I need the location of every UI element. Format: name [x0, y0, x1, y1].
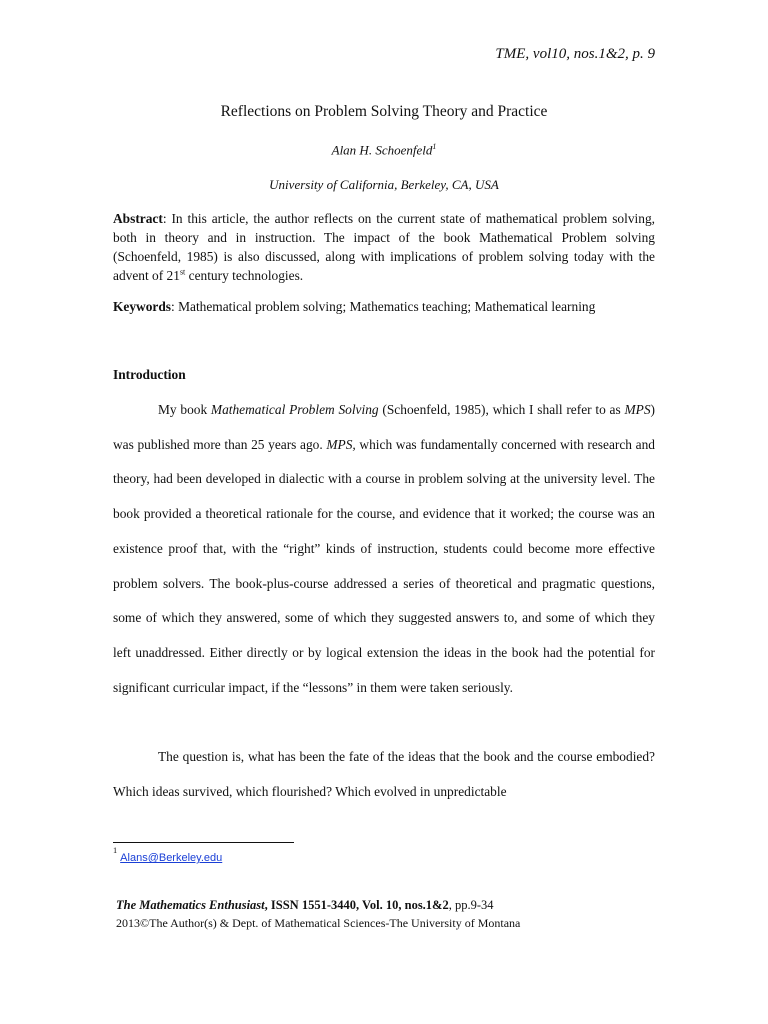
journal-pages: , pp.9-34 [448, 898, 494, 912]
footnote-divider [113, 842, 294, 843]
abstract [113, 209, 655, 285]
keywords [113, 297, 655, 316]
copyright: 2013©The Author(s) & Dept. of Mathematical Sciences-The University of Montana [116, 916, 521, 930]
keywords-text: : Mathematical problem solving; Mathematics teaching; Mathematical learning [171, 299, 596, 314]
abbreviation: MPS, [326, 436, 356, 452]
journal-name: The Mathematics Enthusiast [116, 898, 265, 912]
abstract-text-end: century technologies. [185, 268, 304, 283]
section-heading-introduction: Introduction [113, 367, 186, 382]
abbreviation: MPS [624, 402, 651, 417]
author-name: Alan H. Schoenfeld [331, 142, 433, 158]
keywords-label: Keywords [113, 299, 172, 314]
footnote-mark: 1 [113, 846, 118, 855]
paragraph-text: My book [158, 402, 211, 417]
footnote-email-link[interactable]: Alans@Berkeley.edu [120, 852, 223, 865]
abstract-superscript: st [179, 267, 186, 277]
paragraph-text: (Schoenfeld, 1985), which I shall refer to as [378, 402, 625, 417]
article-title: Reflections on Problem Solving Theory and Practice [220, 103, 548, 120]
body-paragraph-2: The question is, what has been the fate of the ideas that the book and the course embodied? Which ideas survived, which flourished? Which evolved in unpredictable [113, 749, 655, 799]
author-line [0, 142, 768, 158]
abstract-text: : In this article, the author reflects on the current state of mathematical problem solving, both in theory and in instruction. The impact of the book Mathematical Problem solving (Schoenfeld, 1985) is also discussed, along with implications of problem solving today with the advent of 21 [113, 211, 655, 283]
journal-citation [116, 898, 494, 913]
book-title: Mathematical Problem Solving [210, 402, 379, 417]
paragraph-text: which was fundamentally concerned with research and theory, had been developed in dialectic with a course in problem solving at the university level. The book provided a theoretical rationale for the course, and evidence that it worked; the course was an existence proof that, with the “right” kinds of instruction, students could become more effective problem solvers. The book-plus-course addressed a series of theoretical and pragmatic questions, some of which they answered, some of which they suggested answers to, and some of which they left unaddressed. Either directly or by logical extension the ideas in the book had the potential for significant curricular impact, if the “lessons” in them were taken seriously. [113, 436, 655, 695]
affiliation: University of California, Berkeley, CA, USA [269, 177, 499, 192]
running-header: TME, vol10, nos.1&2, p. 9 [495, 46, 655, 62]
footnote [113, 846, 223, 865]
abstract-label: Abstract [113, 211, 163, 226]
author-footnote-mark: 1 [432, 142, 437, 151]
paragraph-text: ) was published more than 25 years ago. [113, 402, 655, 452]
journal-issn: , ISSN 1551-3440, Vol. 10, nos.1&2 [264, 898, 449, 912]
body-paragraph-1 [113, 393, 655, 705]
